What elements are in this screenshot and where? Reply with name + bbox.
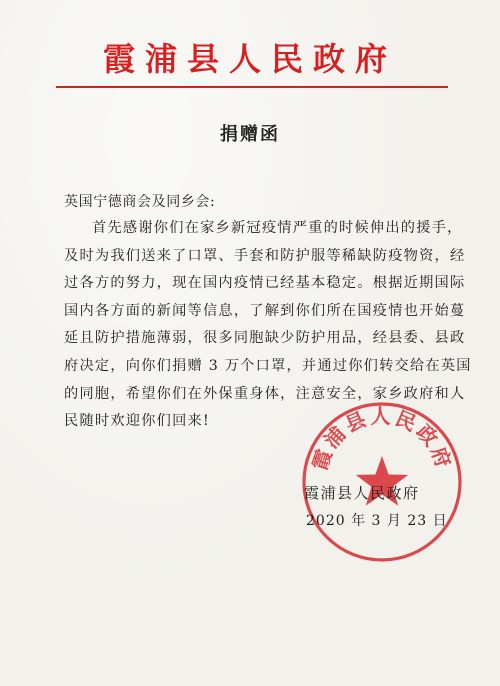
- letterhead-title: 霞浦县人民政府: [102, 40, 397, 78]
- body-line: 首先感谢你们在家乡新冠疫情严重的时候伸出的援手，: [92, 220, 463, 236]
- salutation: 英国宁德商会及同乡会:: [64, 194, 216, 210]
- signature-organization: 霞浦县人民政府: [304, 484, 420, 502]
- body-line: 民随时欢迎你们回来!: [64, 413, 210, 430]
- document-title: 捐赠函: [220, 124, 280, 145]
- seal-text: 霞浦县人民政府: [307, 404, 457, 474]
- signature-date: 2020 年 3 月 23 日: [306, 513, 448, 529]
- body-line: 及时为我们送来了口罩、手套和防护服等稀缺防疫物资，经: [64, 247, 466, 264]
- body-line: 国内各方面的新闻等信息，了解到你们所在国疫情也开始蔓: [64, 302, 466, 319]
- letterhead-rule: [56, 86, 448, 88]
- body-line: 过各方的努力，现在国内疫情已经基本稳定。根据近期国际: [64, 275, 466, 292]
- body-line: 府决定，向你们捐赠 3 万个口罩，并通过你们转交给在英国: [64, 357, 472, 374]
- body-line: 的同胞，希望你们在外保重身体，注意安全，家乡政府和人: [64, 385, 466, 402]
- body-line: 延且防护措施薄弱，很多同胞缺少防护用品，经县委、县政: [64, 330, 466, 347]
